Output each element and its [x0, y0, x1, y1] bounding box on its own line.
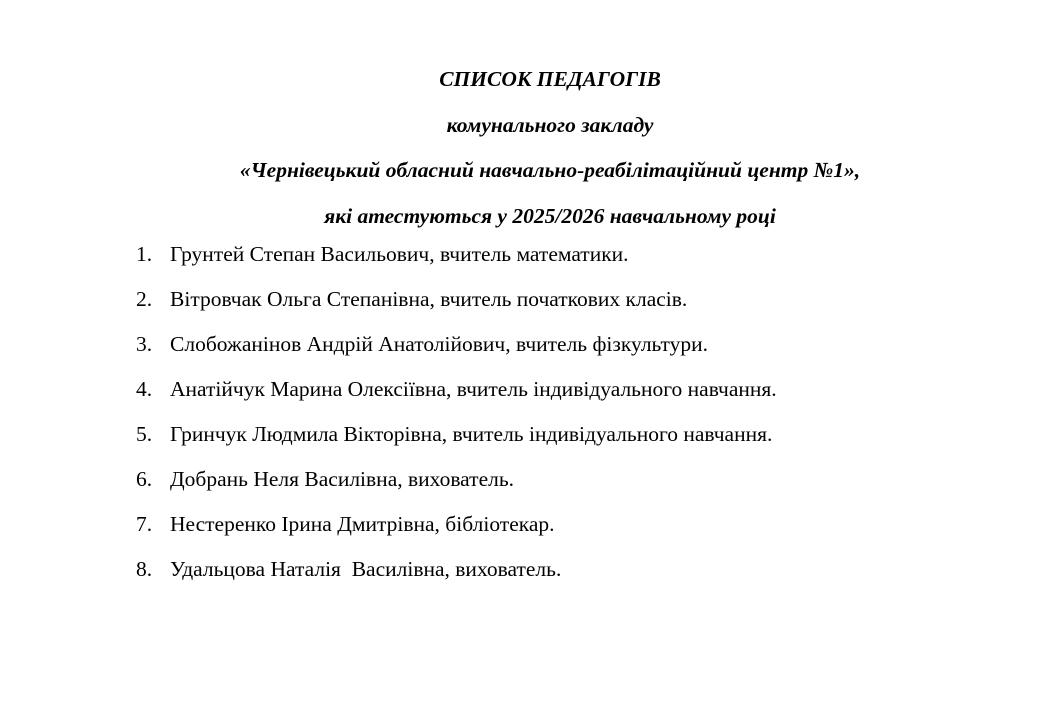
attestation-period: які атестуються у 2025/2026 навчальному році [324, 203, 776, 228]
list-item-text: Удальцова Наталія Василівна, вихователь. [170, 557, 562, 581]
list-item-number: 6. [136, 467, 153, 491]
list-item [0, 367, 777, 412]
document-header [0, 57, 1052, 239]
list-item [0, 502, 555, 547]
list-item [0, 457, 515, 502]
list-item [0, 322, 709, 367]
list-item-number: 7. [136, 512, 153, 536]
document-subtitle: комунального закладу [446, 112, 654, 137]
institution-name: «Чернівецький обласний навчально-реабілітаційний центр №1», [239, 158, 861, 182]
list-item [0, 232, 629, 277]
list-item-text: Гринчук Людмила Вікторівна, вчитель індивідуального навчання. [170, 422, 773, 446]
document-title: СПИСОК ПЕДАГОГІВ [439, 67, 661, 91]
list-item-text: Слобожанінов Андрій Анатолійович, вчитель фізкультури. [170, 332, 709, 356]
list-item-number: 8. [136, 557, 153, 581]
list-item [0, 277, 688, 322]
list-item-number: 1. [136, 242, 153, 266]
list-item-text: Нестеренко Ірина Дмитрівна, бібліотекар. [170, 512, 555, 536]
list-item-number: 5. [136, 422, 153, 446]
list-item [0, 412, 773, 457]
list-item-text: Грунтей Степан Васильович, вчитель математики. [170, 242, 629, 266]
list-item-text: Анатійчук Марина Олексіївна, вчитель індивідуального навчання. [170, 377, 777, 401]
list-item-number: 4. [136, 377, 153, 401]
list-item-text: Добрань Неля Василівна, вихователь. [170, 467, 515, 491]
list-item-number: 2. [136, 287, 153, 311]
list-item-number: 3. [136, 332, 153, 356]
list-item-text: Вітровчак Ольга Степанівна, вчитель початкових класів. [170, 287, 688, 311]
list-item [0, 547, 562, 592]
staff-list [0, 232, 777, 592]
